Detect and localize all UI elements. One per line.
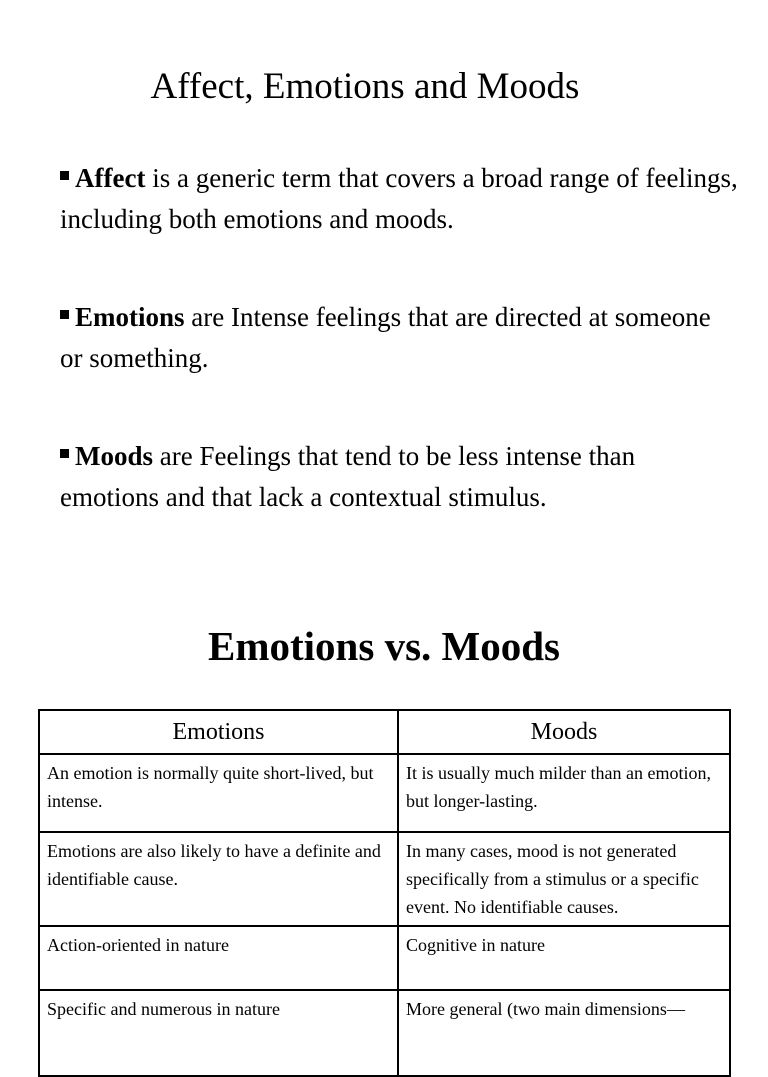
header-emotions: Emotions — [39, 710, 398, 754]
square-bullet-icon — [60, 449, 69, 458]
moods-cell: In many cases, mood is not generated specifically from a stimulus or a specific event. No identifiable causes. — [398, 832, 730, 926]
emotions-cell: Action-oriented in nature — [39, 926, 398, 990]
section-title: Emotions vs. Moods — [208, 623, 560, 669]
moods-cell: More general (two main dimensions— — [398, 990, 730, 1076]
definition-text: are Feelings that tend to be less intense than emotions and that lack a contextual stimulus. — [60, 441, 636, 512]
table-row — [39, 832, 730, 926]
header-moods: Moods — [398, 710, 730, 754]
definition-term: Emotions — [75, 302, 185, 332]
definition-moods — [60, 436, 740, 518]
emotions-cell: Specific and numerous in nature — [39, 990, 398, 1076]
moods-cell: It is usually much milder than an emotion, but longer-lasting. — [398, 754, 730, 832]
table-row — [39, 926, 730, 990]
page-title: Affect, Emotions and Moods — [150, 66, 580, 107]
definition-emotions — [60, 297, 740, 379]
definition-term: Moods — [75, 441, 154, 471]
square-bullet-icon — [60, 310, 69, 319]
emotions-cell: An emotion is normally quite short-lived, but intense. — [39, 754, 398, 832]
definition-affect — [60, 158, 740, 240]
definition-text: is a generic term that covers a broad range of feelings, including both emotions and moods. — [60, 163, 738, 234]
moods-cell: Cognitive in nature — [398, 926, 730, 990]
definitions-list — [60, 158, 740, 518]
table-row — [39, 754, 730, 832]
table-row — [39, 990, 730, 1076]
definition-text: are Intense feelings that are directed at someone or something. — [60, 302, 711, 373]
comparison-table — [38, 709, 731, 1077]
table-header-row — [39, 710, 730, 754]
definition-term: Affect — [75, 163, 146, 193]
square-bullet-icon — [60, 171, 69, 180]
emotions-cell: Emotions are also likely to have a definite and identifiable cause. — [39, 832, 398, 926]
